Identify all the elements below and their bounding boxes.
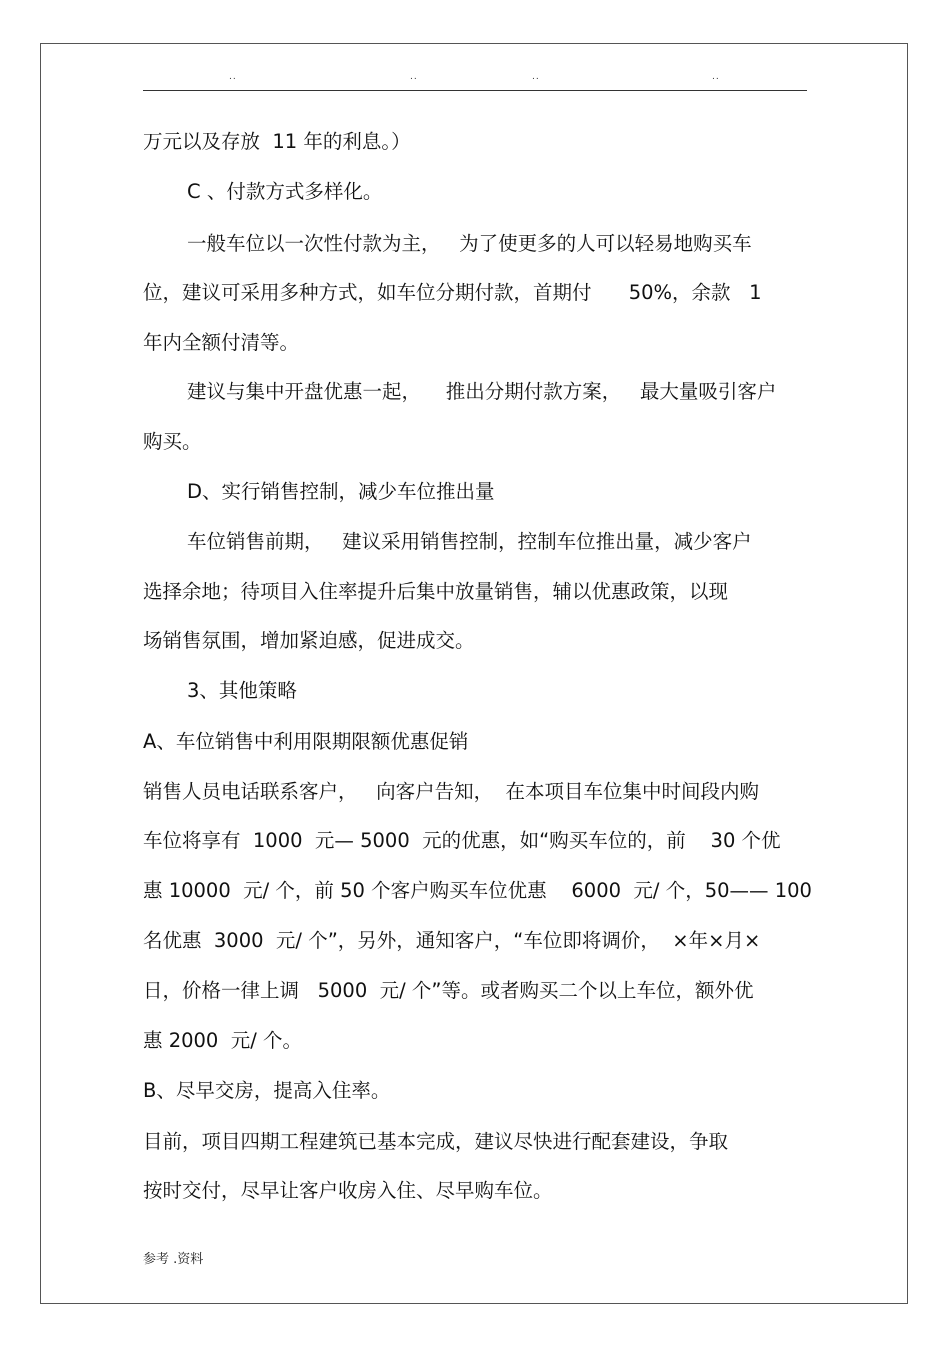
body-line: 一般车位以一次性付款为主， 为了使更多的人可以轻易地购买车	[187, 232, 752, 255]
footer-label: 参考 .资料	[143, 1252, 204, 1267]
body-line: 惠 2000 元/ 个。	[143, 1029, 302, 1052]
body-line: 销售人员电话联系客户， 向客户告知， 在本项目车位集中时间段内购	[143, 780, 759, 803]
section-heading: A、车位销售中利用限期限额优惠促销	[143, 730, 469, 753]
section-heading: B、尽早交房，提高入住率。	[143, 1079, 391, 1102]
body-line: 年内全额付清等。	[143, 331, 300, 354]
body-line: 车位将享有 1000 元— 5000 元的优惠，如“购买车位的，前 30 个优	[143, 829, 781, 852]
header-mark: ..	[229, 72, 237, 82]
header-mark: ..	[532, 72, 540, 82]
section-heading: C 、付款方式多样化。	[187, 180, 383, 203]
body-line: 万元以及存放 11 年的利息。）	[143, 130, 411, 153]
header-mark: ..	[410, 72, 418, 82]
body-line: 惠 10000 元/ 个，前 50 个客户购买车位优惠 6000 元/ 个，50—— 100	[143, 879, 812, 902]
header-mark: ..	[712, 72, 720, 82]
body-line: 名优惠 3000 元/ 个”，另外，通知客户，“车位即将调价， ×年×月×	[143, 929, 761, 952]
body-line: 日，价格一律上调 5000 元/ 个”等。或者购买二个以上车位，额外优	[143, 979, 754, 1002]
body-line: 车位销售前期， 建议采用销售控制，控制车位推出量，减少客户	[187, 530, 752, 553]
body-line: 建议与集中开盘优惠一起， 推出分期付款方案， 最大量吸引客户	[187, 380, 777, 403]
body-line: 场销售氛围，增加紧迫感，促进成交。	[143, 629, 475, 652]
header-rule	[143, 90, 807, 91]
body-line: 选择余地；待项目入住率提升后集中放量销售，辅以优惠政策，以现	[143, 580, 729, 603]
section-heading: D、实行销售控制，减少车位推出量	[187, 480, 495, 503]
body-line: 位，建议可采用多种方式，如车位分期付款，首期付 50%，余款 1	[143, 281, 762, 304]
section-heading: 3、其他策略	[187, 679, 297, 702]
body-line: 购买。	[143, 430, 202, 453]
body-line: 目前，项目四期工程建筑已基本完成，建议尽快进行配套建设，争取	[143, 1130, 729, 1153]
body-line: 按时交付，尽早让客户收房入住、尽早购车位。	[143, 1179, 553, 1202]
